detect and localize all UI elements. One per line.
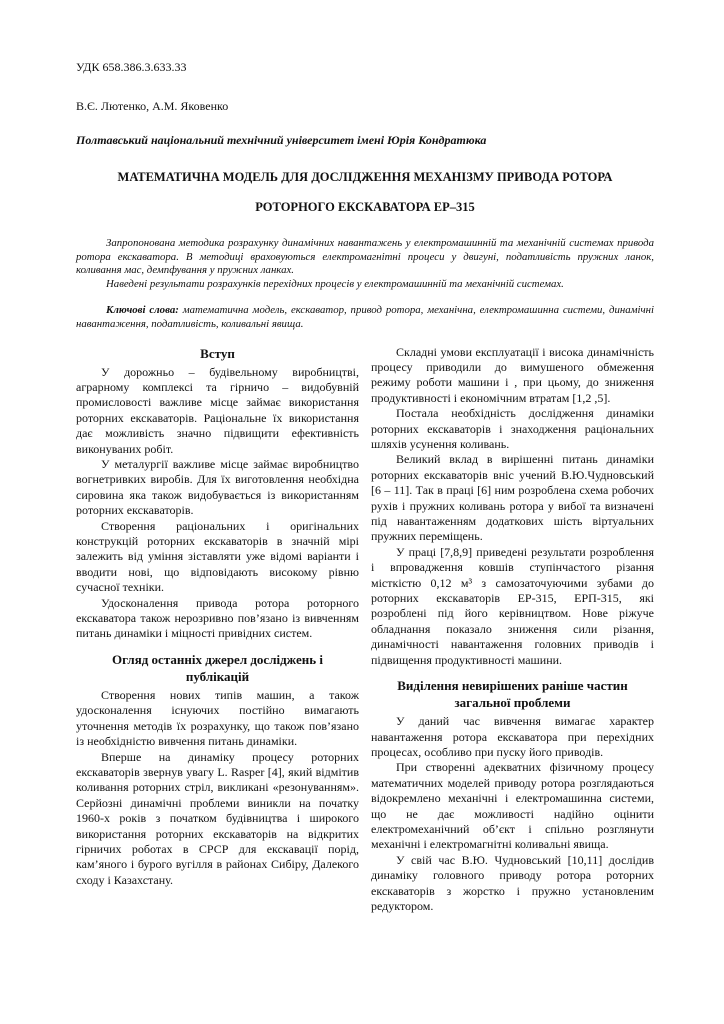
- body-paragraph: Постала необхідність дослідження динаміки роторних екскаваторів і знаходження раціональних шляхів усунення коливань.: [371, 406, 654, 451]
- keywords-text: математична модель, екскаватор, привод ротора, механічна, електромашинна системи, динамічні навантаження, податливість, коливальні явища.: [76, 304, 654, 330]
- right-column: [371, 345, 654, 915]
- left-column: [76, 345, 359, 915]
- body-paragraph: Складні умови експлуатації і висока динамічність процесу приводили до вимушеного обмеження режиму роботи машини і , при цьому, до зниження продуктивності і економічним втратам [1,2 ,5].: [371, 344, 654, 405]
- paper-title-line-1: МАТЕМАТИЧНА МОДЕЛЬ ДЛЯ ДОСЛІДЖЕННЯ МЕХАНІЗМУ ПРИВОДА РОТОРА: [117, 170, 613, 184]
- authors-line: В.Є. Лютенко, А.М. Яковенко: [76, 99, 229, 113]
- section-heading-review: Огляд останніх джерел досліджень і публікацій: [112, 651, 323, 684]
- body-paragraph: У праці [7,8,9] приведені результати розроблення і впровадження ковшів ступінчастого різання місткістю 0,12 м³ з самозаточуючими зубами до роторних екскаваторів ЕР-315, ЕРП-315, які розроблені під його керівництвом. Нове ріжуче обладнання показало зниження сили різання, динамічності навантаження головних приводів і підвищення продуктивності машини.: [371, 544, 654, 667]
- abstract: [76, 237, 654, 291]
- body-paragraph: У свій час В.Ю. Чудновський [10,11] дослідив динаміку головного приводу ротора роторних екскаваторів з жорстко і пружно установленим редуктором.: [371, 852, 654, 913]
- two-column-body: [76, 345, 654, 915]
- section-heading-intro: Вступ: [200, 345, 235, 361]
- affiliation-line: Полтавський національний технічний університет імені Юрія Кондратюка: [76, 133, 487, 147]
- section-heading-problem: Виділення невирішених раніше частин загальної проблеми: [397, 678, 628, 711]
- body-paragraph: Удосконалення привода ротора роторного екскаватора також нерозривно пов’язано із вивченням питань динаміки і міцності привідних систем.: [76, 595, 359, 641]
- body-paragraph: У металургії важливе місце займає виробництво вогнетривких виробів. Для їх виготовлення необхідна сировина яка також видобувається із використанням роторних екскаваторів.: [76, 457, 359, 518]
- body-paragraph: У дорожньо – будівельному виробництві, аграрному комплексі та гірничо – видобувній промисловості важливе місце займає використання роторних екскаваторів. Раціональне їх використання дає можливість значно підвищити ефективність виконуваних робіт.: [76, 364, 359, 456]
- body-paragraph: Вперше на динаміку процесу роторних екскаваторів звернув увагу L. Rasper [4], який відмітив коливання роторних стріл, викликані «резонуванням». Серйозні динамічні проблеми виникли на початку 1960-х років з початком будівництва і широкого використання роторних екскаваторів на відкритих гірничих роботах в СРСР для екскавації порід, кам’яного і бурого вугілля в районах Сибіру, Далекого сходу і Казахстану.: [76, 749, 359, 887]
- body-paragraph: Створення нових типів машин, а також удосконалення існуючих постійно вимагають уточнення методів їх розрахунку, що також пов’язано із необхідністю вивчення питань динаміки.: [76, 687, 359, 749]
- paper-title: [76, 162, 654, 222]
- body-paragraph: У даний час вивчення вимагає характер навантаження ротора екскаватора при перехідних процесах, особливо при пуску його приводів.: [371, 714, 654, 759]
- paper-title-line-2: РОТОРНОГО ЕКСКАВАТОРА ЕР–315: [255, 200, 475, 214]
- udk-line: УДК 658.386.3.633.33: [76, 60, 187, 74]
- keywords-line: [76, 304, 654, 331]
- body-paragraph: Великий вклад в вирішенні питань динаміки роторних екскаваторів вніс учений В.Ю.Чудновський [6 – 11]. Так в праці [6] ним розроблена схема робочих рухів і пружних коливань ротора у вибої та визначені під навантаженням додаткових шість віртуальних пружних переміщень.: [371, 452, 654, 544]
- keywords-label: Ключові слова:: [106, 304, 179, 317]
- body-paragraph: При створенні адекватних фізичному процесу математичних моделей приводу ротора розглядаються відокремлено механічні і електромашинна системи, що не дає можливості надійно оцінити електромеханічний об’єкт і спільно розглянути механічні і електромагнітні коливальні явища.: [371, 760, 654, 852]
- abstract-paragraph-1: Запропонована методика розрахунку динамічних навантажень у електромашинній та механічній системах привода ротора екскаватора. В методиці враховуються електромагнітні процеси у двигуні, податливість пружних ланок, коливання мас, демпфування у пружних ланках.: [76, 237, 654, 277]
- body-paragraph: Створення раціональних і оригінальних конструкцій роторних екскаваторів в значній мірі залежить від уміння зіставляти уже відомі варіанти і вводити нові, що відповідають високому рівню сучасної техніки.: [76, 518, 359, 595]
- abstract-paragraph-2: Наведені результати розрахунків перехідних процесів у електромашинній та механічній системах.: [106, 277, 564, 290]
